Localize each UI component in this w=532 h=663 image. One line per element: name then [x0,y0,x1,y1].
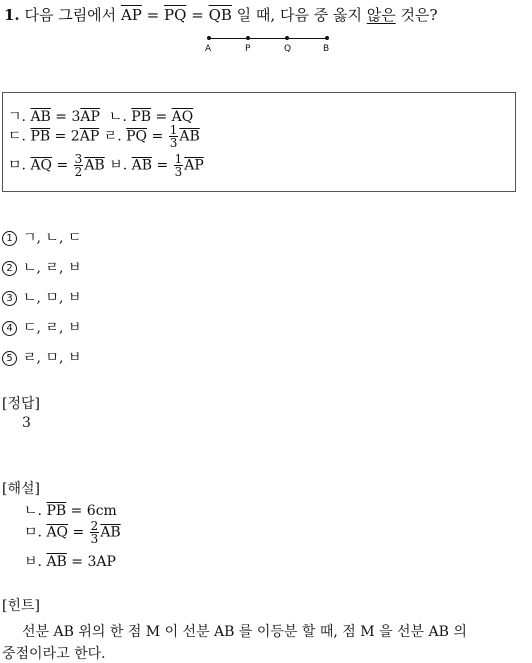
choice-number-badge: 2 [2,261,17,276]
segment-pq: $\overline{PQ}$ [164,6,187,24]
statement-rhs: $\overline{AP}$ [79,128,100,145]
choice-5[interactable] [2,347,81,367]
statement-rhs: $\overline{AP}$ [184,157,204,174]
statement-row-1: ㄱ. $\overline{AB} = 3\overline{AP}$ ㄴ. $\overline{PB} = \overline{AQ}$ [8,109,194,125]
choice-text: ㄱ, ㄴ, ㄷ [23,230,82,246]
question-number: 1. [4,6,20,24]
explanation-marker: ㅁ. [24,524,42,541]
statement-marker: ㄴ. [108,109,127,125]
equals-sign: = [191,6,204,24]
statement-marker: ㄱ. [8,109,26,125]
point-q-label: Q [284,44,292,54]
statement-rhs: $\overline{AQ}$ [171,109,194,125]
point-q-dot [285,36,289,40]
choice-number-badge: 3 [2,291,17,306]
point-a-label: A [205,44,212,54]
choice-text: ㄹ, ㅁ, ㅂ [23,350,82,366]
statement-rhs: $\overline{AB}$ [179,128,200,145]
statement-rhs: $\overline{AB}$ [84,157,105,174]
segment-ap: $\overline{AP}$ [120,6,142,24]
explanation-marker: ㅂ. [24,554,42,570]
choice-number-badge: 1 [2,231,17,246]
statement-lhs: $\overline{PQ}$ [126,128,148,145]
choice-3[interactable] [2,287,81,307]
question-prefix: 다음 그림에서 [24,6,117,24]
explanation-line-2: ㅁ. $\overline{AQ}$ = $\frac{2}{3}$ $\overline{AB}$ [24,519,121,546]
question-mid: 일 때, 다음 중 옳지 [236,6,362,24]
statement-coef: 2 [70,128,80,145]
statement-rhs: $\overline{AP}$ [80,109,100,125]
statement-lhs: $\overline{AQ}$ [30,157,53,174]
fraction: $\frac{1}{3}$ [174,152,183,179]
choice-number-badge: 4 [2,321,17,336]
hint-line-2: 중점이라고 한다. [2,646,106,662]
point-a-dot [207,36,211,40]
explanation-rhs: $\overline{AB}$ [100,524,121,541]
explanation-rhs: 3AP [87,554,116,570]
explanation-lhs: $\overline{AQ}$ [46,524,69,541]
fraction: $\frac{1}{3}$ [169,123,178,150]
choice-number-badge: 5 [2,351,17,366]
segment-qb: $\overline{QB}$ [208,6,232,24]
question-suffix: 것은? [400,6,438,24]
fraction: $\frac{2}{3}$ [90,519,99,546]
question-stem [4,4,438,25]
statement-coef: 3 [71,109,81,125]
statement-row-3: ㅁ. $\overline{AQ}$ = $\frac{3}{2}$ $\overline{AB}$ ㅂ. $\overline{AB}$ = $\frac{1}{3}$ $\overline{AP}$ [8,152,204,179]
statement-lhs: $\overline{AB}$ [30,109,51,125]
statement-lhs: $\overline{PB}$ [30,128,51,145]
choice-1[interactable] [2,227,81,247]
explanation-line-1: ㄴ. $\overline{PB} = 6cm$ [24,503,117,519]
explanation-label: [해설] [2,481,40,497]
explanation-rhs: 6cm [86,503,117,519]
choice-text: ㄴ, ㅁ, ㅂ [23,290,82,306]
segment-line [209,38,327,39]
statement-row-2: ㄷ. $\overline{PB} = 2\overline{AP}$ ㄹ. $\overline{PQ}$ = $\frac{1}{3}$ $\overline{AB}$ [8,123,200,150]
statement-lhs: $\overline{PB}$ [131,109,151,125]
fraction: $\frac{3}{2}$ [74,152,83,179]
hint-label: [힌트] [2,598,40,614]
statement-marker: ㄷ. [8,128,26,145]
equals-sign: = [146,6,160,24]
statement-lhs: $\overline{AB}$ [131,157,153,174]
statement-marker: ㅂ. [109,157,128,174]
answer-value: 3 [22,415,31,431]
choice-text: ㄴ, ㄹ, ㅂ [23,260,82,276]
explanation-line-3: ㅂ. $\overline{AB} = 3AP$ [24,554,116,570]
choice-text: ㄷ, ㄹ, ㅂ [23,320,82,336]
point-b-label: B [323,44,330,54]
explanation-marker: ㄴ. [24,503,42,519]
answer-label: [정답] [2,396,40,412]
negation-word: 않은 [366,6,396,24]
statement-marker: ㄹ. [103,128,122,145]
point-p-label: P [245,44,251,54]
choice-4[interactable] [2,317,81,337]
explanation-lhs: $\overline{AB}$ [46,554,67,570]
point-b-dot [325,36,329,40]
statement-marker: ㅁ. [8,157,26,174]
explanation-lhs: $\overline{PB}$ [46,503,67,519]
hint-line-1: 선분 AB 위의 한 점 M 이 선분 AB 를 이등분 할 때, 점 M 을 선분 AB 의 [22,624,467,640]
choice-2[interactable] [2,257,81,277]
point-p-dot [246,36,250,40]
